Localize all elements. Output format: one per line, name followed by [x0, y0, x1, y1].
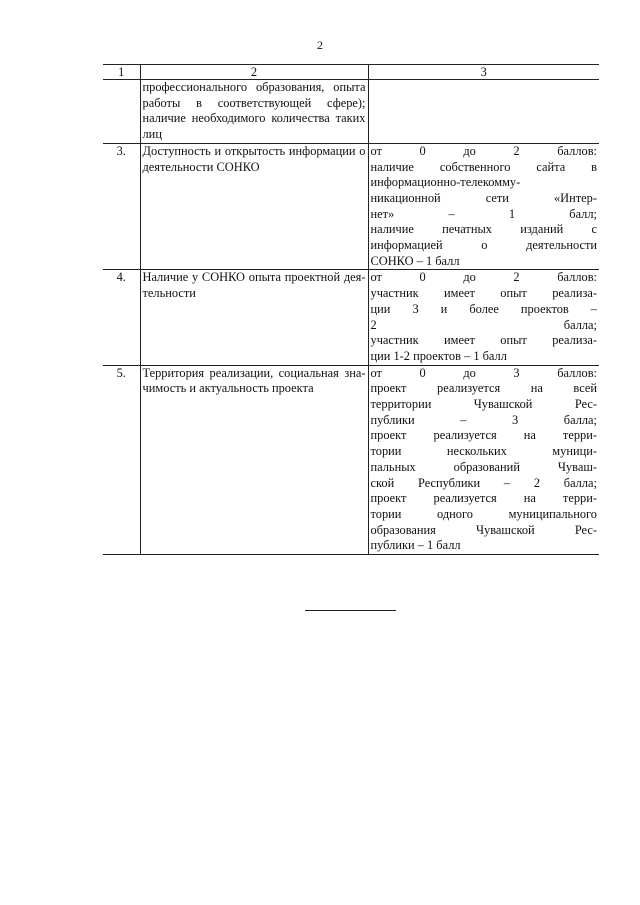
score-text-line: ции 3 и более проектов –: [370, 301, 597, 316]
score-text-line: наличие печатных изданий с: [370, 222, 597, 237]
row-number-cell: 3.: [103, 143, 140, 270]
score-text-line: ской Республики – 2 балла;: [370, 475, 597, 490]
score-text-line: никационной сети «Интер-: [370, 190, 597, 205]
score-text-line: от 0 до 2 баллов:: [370, 270, 597, 285]
criterion-text-line: деятельности СОНКО: [142, 159, 260, 174]
score-text-line: публики – 1 балл: [370, 538, 461, 553]
table-row: [103, 270, 599, 365]
score-text-line: тории одного муниципального: [370, 506, 597, 521]
row-number-cell: 4.: [103, 270, 140, 365]
criterion-text-line: Территория реализации, социальная зна-: [142, 365, 366, 380]
column-header-1: 1: [103, 65, 140, 80]
column-header-2: 2: [140, 65, 368, 80]
score-text-line: участник имеет опыт реализа-: [370, 333, 597, 348]
score-text-line: информационно-телекомму-: [370, 175, 521, 190]
row-number-cell: [103, 80, 140, 144]
table-header-row: [103, 65, 599, 80]
score-text-line: 2 балла;: [370, 317, 597, 332]
score-text-line: информацией о деятельности: [370, 238, 597, 253]
end-of-document-rule: [305, 610, 396, 611]
score-text-line: проект реализуется на всей: [370, 381, 597, 396]
criterion-text-line: тельности: [142, 286, 196, 301]
column-header-3: 3: [368, 65, 599, 80]
score-text-line: образования Чувашской Рес-: [370, 522, 597, 537]
score-text-line: территории Чувашской Рес-: [370, 397, 597, 412]
score-cell: [368, 270, 599, 365]
criterion-cell: [140, 143, 368, 270]
score-text-line: проект реализуется на терри-: [370, 428, 597, 443]
score-text-line: нет» – 1 балл;: [370, 206, 597, 221]
table-row: [103, 80, 599, 144]
table-row: [103, 143, 599, 270]
table-row: [103, 365, 599, 554]
score-text-line: ции 1-2 проектов – 1 балл: [370, 348, 507, 363]
criterion-text-line: Доступность и открытость информации о: [142, 143, 366, 158]
score-text-line: пальных образований Чуваш-: [370, 459, 597, 474]
score-text-line: публики – 3 балла;: [370, 412, 597, 427]
score-text-line: наличие собственного сайта в: [370, 159, 597, 174]
criterion-text-line: наличие необходимого количества таких: [142, 111, 366, 126]
criterion-cell: [140, 80, 368, 144]
criterion-text-line: профессионального образования, опыта: [142, 80, 366, 94]
score-text-line: от 0 до 2 баллов:: [370, 143, 597, 158]
row-number-cell: 5.: [103, 365, 140, 554]
criterion-cell: [140, 270, 368, 365]
criterion-text-line: Наличие у СОНКО опыта проектной дея-: [142, 270, 366, 285]
score-text-line: проект реализуется на терри-: [370, 491, 597, 506]
criteria-table: [103, 64, 599, 555]
score-text-line: СОНКО – 1 балл: [370, 253, 460, 268]
criterion-cell: [140, 365, 368, 554]
score-text-line: тории нескольких муници-: [370, 444, 597, 459]
criterion-text-line: лиц: [142, 127, 162, 142]
score-cell: [368, 80, 599, 144]
score-cell: [368, 365, 599, 554]
score-cell: [368, 143, 599, 270]
score-text-line: от 0 до 3 баллов:: [370, 365, 597, 380]
page-number: 2: [317, 38, 323, 52]
criterion-text-line: чимость и актуальность проекта: [142, 381, 314, 396]
score-text-line: участник имеет опыт реализа-: [370, 286, 597, 301]
criterion-text-line: работы в соответствующей сфере);: [142, 95, 366, 110]
